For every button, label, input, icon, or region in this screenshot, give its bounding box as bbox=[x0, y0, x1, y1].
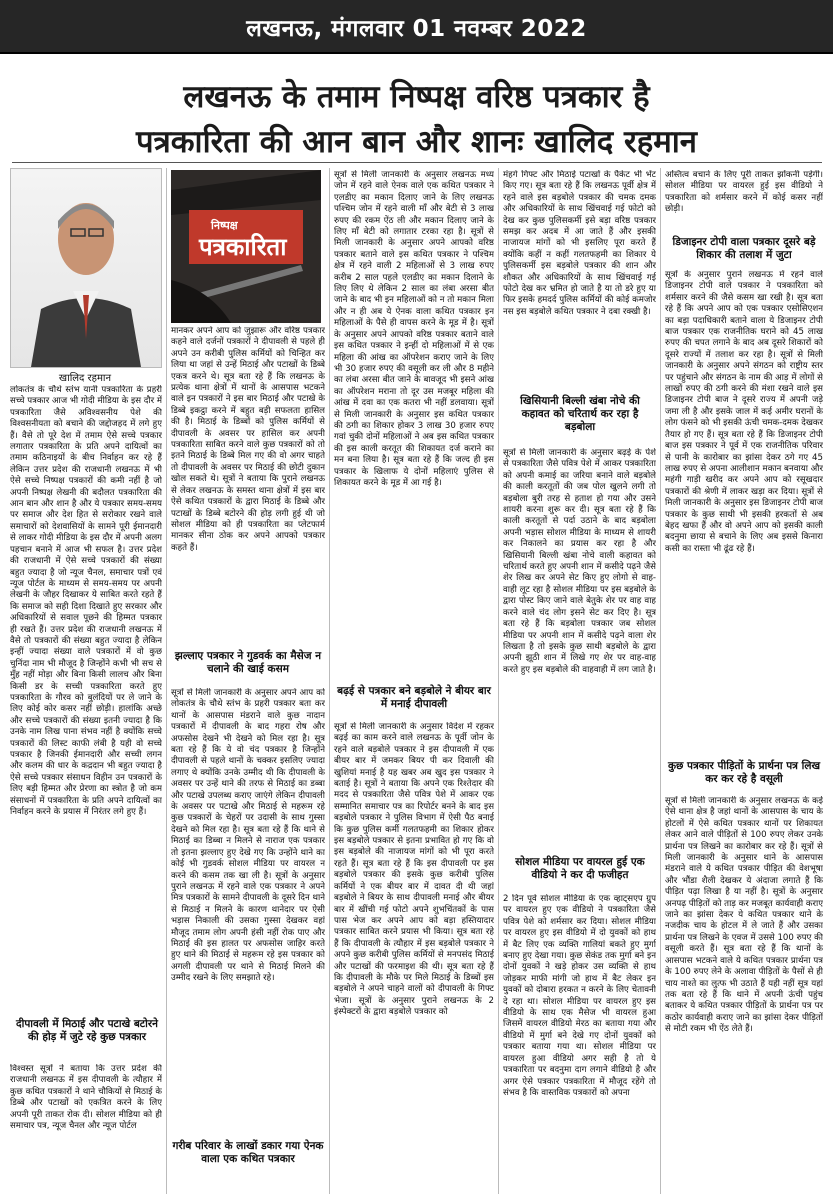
article-column-4c: 2 दिन पूर्व सोशल मीडिया के एक व्हाट्सएप ग्रुप पर वायरल हुए एक वीडियो ने पत्रकारिता जैसे पवित्र पेशे को शर्मसार कर दिया। सोशल मीडिया पर वायरल हुए इस वीडियो में दो युवकों को हाथ में बैट लिए एक व्यक्ति गालियां बकते हुए मुर्गा बनाए हुए देखा गया। कुछ सेकंड तक मुर्गा बने इन दोनों युवकों ने खड़े होकर उस व्यक्ति से हाथ जोड़कर माफी मांगी जो हाथ में बैट लेकर इन युवकों को दोबारा हरकत न करने के लिए चेतावनी दे रहा था। सोशल मीडिया पर वायरल हुए इस वीडियो के साथ एक मैसेज भी वायरल हुआ जिसमें वायरल वीडियो मेरठ का बताया गया और वीडियो में मुर्गा बने देखे गए दोनों युवकों को पत्रकार बताया गया था। सोशल मीडिया पर वायरल हुआ वीडियो अगर सही है तो ये पत्रकारिता पर बदनुमा दाग लगाने वीडियो है और अगर ऐसे पत्रकार पत्रकारिता में मौजूद रहेंगे तो संभव है कि वास्तविक पत्रकारों को अपना bbox=[503, 894, 656, 1098]
article-column-2b: सूत्रों से मिली जानकारी के अनुसार अपने आप को लोकतंत्र के चौथे स्तंभ के प्रहरी पत्रकार बता कर थानों के आसपास मंडराने वाले कुछ नादान पत्रकारों में दीपावली के बाद गहरा रोष और अफसोस देखने भी देखने को मिल रहा है। सूत्र बता रहे हैं कि ये वो चंद पत्रकार है जिन्होंने दीपावली से पहले थानों के चक्कर इसलिए ज्यादा लगाए थे क्योंकि उनके उम्मीद थी कि दीपावली के अवसर पर उन्हें थाने की तरफ से मिठाई का डब्बा और पटाखे उपलब्ध कराए जाएंगे लेकिन दीपावली के अवसर पर पटाखे और मिठाई से महरूम रहे कुछ पत्रकारों के चेहरों पर उदासी के साथ गुस्सा देखने को मिल रहा है। सूत्र बता रहे हैं कि थाने से मिठाई का डिब्बा न मिलने से नाराज एक पत्रकार तो इतना झल्लाए हुए देखे गए कि उन्होंने थाने का कोई भी गुडवर्क सोशल मीडिया पर वायरल न करने की कसम तक खा ली है। सूत्रों के अनुसार पुराने लखनऊ में रहने वाले एक पत्रकार ने अपने मित्र पत्रकारों के सामने दीपावली के दूसरे दिन थाने से मिठाई न मिलने के कारण थानेदार पर ऐसी भड़ास निकाली की उसका गुस्सा देखकर वहां मौजूद तमाम लोग अपनी हंसी नहीं रोक पाए और मिठाई की इस हालत पर अफसोस जाहिर करते हुए थाने की मिठाई से महरूम रहे इस पत्रकार को अगली दीपावली पर थाने से मिठाई मिलने की उम्मीद रखने के लिए समझाते रहे। bbox=[171, 688, 325, 984]
portrait-photo bbox=[10, 168, 162, 368]
article-column-4b: सूत्रों से मिली जानकारी के अनुसार बढ़ई के पेशे से पत्रकारिता जैसे पवित्र पेशे में आकर पत्रकारिता को अपनी कमाई का जरिया बनाने वाले बड़बोले की काली करतूतों की जब पोल खुलने लगी तो बड़बोला बुरी तरह से हताश हो गया और उसने शायरी करना शुरू कर दी। सूत्र बता रहे हैं कि काली करतूतों से पर्दा उठाने के बाद बड़बोला अपनी भड़ास सोशल मीडिया के माध्यम से शायरी कर निकालने का प्रयास कर रहा है और खिसियानी बिल्ली खंबा नोचे वाली कहावत को चरितार्थ करते हुए अपनी शान में कसीदे पढ़ने जैसे शेर लिख कर अपने सेट किए हुए लोगो से वाह-वाही लूट रहा है सोशल मीडिया पर इस बड़बोले के द्वारा पोस्ट किए जाने वाले बेतुके शेर पर वाह वाह करने वाले चंद लोग इसने सेट कर दिए है। सूत्र बता रहे हैं कि बड़बोला पत्रकार जब सोशल मीडिया पर अपनी शान में कसीदे पढ़ने वाला शेर लिखता है तो इसके कुछ साथी बड़बोले के द्वारा अपनी झूठी शान में लिखे गए शेर पर वाह-वाह करते हुए इस बड़बोले की वाहवाही में लग जाते है। bbox=[503, 448, 656, 675]
headline-line-1: लखनऊ के तमाम निष्पक्ष वरिष्ठ पत्रकार है bbox=[183, 79, 650, 115]
headline-rule bbox=[12, 162, 822, 163]
subheading-beer-bar: बढ़ई से पत्रकार बने बड़बोले ने बीयर बार में मनाई दीपावली bbox=[337, 685, 491, 710]
photo-caption: खालिद रहमान bbox=[58, 373, 112, 384]
article-column-5b: सूत्रों के अनुसार पुराने लखनऊ में रहने वाले डिजाइनर टोपी वाले पत्रकार ने पत्रकारिता को शर्मसार करने की जैसे कसम खा रखी है। सूत्र बता रहे हैं कि अपने आप को एक पत्रकार एसोसिएशन का बड़ा पदाधिकारी बताने वाला ये डिजाइनर टोपी बाज पत्रकार एक राजनीतिक घराने को 45 लाख रुपए की चपत लगाने के बाद अब दूसरे शिकारों को दूसरे राज्यों में तलाश कर रहा है। सूत्रों से मिली जानकारी के अनुसार अपने संगठन को राष्ट्रीय स्तर पर पहुंचाने और संगठन के नाम की आड़ में लोगों से लाखों रुपए की ठगी करने की मंशा रखने वाले इस डिजाइनर टोपी बाज ने दूसरे राज्य में अपनी जड़े जमा ली है और इसके जाल में कई अमीर घरानों के लोग फंसने को भी इसकी ऊंची चमक-दमक देखकर तैयार हो गए हैं। सूत्र बता रहे हैं कि डिजाइनर टोपी बाज इस पत्रकार ने पूर्व में एक राजनीतिक परिवार से पानी के कारोबार का झांसा देकर ठगे गए 45 लाख रुपए से अपना आलीशान मकान बनवाया और महंगी गाड़ी खरीद कर अपने आप को रसूखदार पत्रकारों की श्रेणी में लाकर खड़ा कर दिया। सूत्रों से मिली जानकारी के अनुसार इस डिजाइनर टोपी बाज पत्रकार के कुछ साथी भी इसकी हरकतों से अब बेहद खफा हैं और वो अपने आप को इसकी काली बदनुमा छाया से बचाने के लिए अब इससे किनारा कसी का रास्ता भी ढूंढ रहे हैं। bbox=[665, 270, 823, 554]
subheading-goodwork-vow: झल्लाए पत्रकार ने गुडवर्क का मैसेज न चलाने की खाई कसम bbox=[174, 650, 322, 675]
subheading-poor-family: गरीब परिवार के लाखों डकार गया ऐनक वाला एक कथित पत्रकार bbox=[172, 1140, 324, 1165]
article-column-4: मंहगे गिफ्ट और मिठाई पटाखों के पैकेट भी भेंट किए गए। सूत्र बता रहे हैं कि लखनऊ पूर्वी क्षेत्र में रहने वाले इस बड़बोले पत्रकार की चमक दमक और अधिकारियों के साथ खिंचवाई गई फोटो को देख कर कुछ पुलिसकर्मी इसे बड़ा वरिष्ठ पत्रकार समझ कर अदब में आ जाते हैं और इसकी नाजायज मांगों को भी इसलिए पूरा करते हैं क्योंकि कहीं न कहीं गलतफहमी का शिकार ये पुलिसकर्मी इस बड़बोले पत्रकार की शान और शौकत और अधिकारियों के साथ खिंचवाई गई फोटो देख कर भ्रमित हो जाते है या तो डरे हुए या फिर इसके हमदर्द पुलिस कर्मियों की कोई कमजोर नस इस बड़बोले कथित पत्रकार ने दबा रक्खी है। bbox=[503, 170, 656, 317]
column-divider bbox=[498, 168, 499, 1194]
masthead-date: लखनऊ, मंगलवार 01 नवम्बर 2022 bbox=[246, 16, 587, 42]
article-column-1: लोकतंत्र के चौथे स्तंभ यानी पत्रकारिता के प्रहरी सच्चे पत्रकार आज भी गोदी मीडिया के इस दौर में पत्रकारिता जैसे अविश्वसनीय पेशे की विश्वसनीयता को बचाने की जद्दोजहद में लगे हुए हैं। वैसे तो पूरे देश में तमाम ऐसे सच्चे पत्रकार लगातार पत्रकारिता के प्रति अपने दायित्वों का तमाम कठिनाइयों के बीच निर्वाहन कर रहे हैं लेकिन उत्तर प्रदेश की राजधानी लखनऊ में भी ऐसे सच्चे निष्पक्ष पत्रकारों की कमी नहीं है जो अपनी निष्पक्ष लेखनी की बदौलत पत्रकारिता की आन बान और शान है और ये पत्रकार समय-समय पर समाज और देश हित से सरोकार रखने वाले समाचारों को देशवासियों के सामने पूरी ईमानदारी से लाकर गोदी मीडिया के इस दौर में अपनी अलग पहचान बनाने में आज भी सफल है। उत्तर प्रदेश की राजधानी में ऐसे सच्चे पत्रकारों की संख्या बहुत ज्यादा है जो न्यूज चैनल, समाचार पत्रों एवं न्यूज पोर्टल के माध्यम से समय-समय पर अपनी लेखनी के जौहर दिखाकर ये साबित करते रहते हैं कि समाज को सही दिशा दिखाते हुए सरकार और अधिकारियों से सवाल पूछने की हिम्मत पत्रकार ही रखते हैं। उत्तर प्रदेश की राजधानी लखनऊ में वैसे तो पत्रकारों की संख्या बहुत ज्यादा है लेकिन इन्हीं ज्यादा संख्या वाले पत्रकारों में वो कुछ चुनिंदा नाम भी मौजूद है जिन्होंने कभी भी सच से मुँह नहीं मोड़ा और बिना किसी लालच और बिना किसी डर के सच्ची पत्रकारिता करते हुए पत्रकारिता के गौरव को बुलंदियों पर ले जाने के लिए कोई कोर कसर नहीं छोड़ी। हालांकि अच्छे और सच्चे पत्रकारों की संख्या इतनी ज्यादा है कि उनके नाम लिख पाना संभव नहीं है क्योंकि सच्चे पत्रकारों की लिस्ट काफी लंबी है यही वो सच्चे पत्रकार है जिनकी ईमानदारी और सच्ची लगन और कलम की धार के कद्रदान भी बहुत ज्यादा है ऐसे सच्चे पत्रकार संसाधन विहीन उन पत्रकारों के लिए बड़ी हिम्मत और प्रेरणा का स्त्रोत है जो कम संसाधनों में पत्रकारिता के प्रति अपने दायित्वों का निर्वाहन करने के प्रयास में निरंतर लगे हुए हैं। bbox=[10, 385, 162, 818]
article-column-5: अस्तित्व बचाने के लिए पूरी ताकत झोंकनी पड़ेगी। सोशल मीडिया पर वायरल हुई इस वीडियो ने पत्रकारिता को शर्मसार करने में कोई कसर नहीं छोड़ी। bbox=[665, 170, 823, 215]
column-divider bbox=[166, 168, 167, 1194]
headline-line-2: पत्रकारिता की आन बान और शानः खालिद रहमान bbox=[136, 124, 697, 160]
poster-title: पत्रकारिता bbox=[199, 233, 287, 261]
subheading-viral-video: सोशल मीडिया पर वायरल हुई एक वीडियो ने कर दी फजीहत bbox=[515, 856, 645, 881]
subheading-khisiyani-billi: खिसियानी बिल्ली खंबा नोचे की कहावत को चरितार्थ कर रहा है बड़बोला bbox=[520, 395, 640, 433]
masthead-banner bbox=[0, 0, 833, 54]
article-column-1b: विश्वस्त सूत्रों ने बताया कि उत्तर प्रदेश की राजधानी लखनऊ में इस दीपावली के त्यौहार में कुछ कथित पत्रकारों ने थाने चौकियों से मिठाई के डिब्बे और पटाखों को एकत्रित करने के लिए अपनी पूरी ताकत रोक दी। सोशल मीडिया को ही समाचार पत्र, न्यूज चैनल और न्यूज पोर्टल bbox=[10, 1064, 162, 1132]
column-divider bbox=[329, 168, 330, 1194]
article-column-3: सूत्रों से मिली जानकारी के अनुसार लखनऊ मध्य जोन में रहने वाले ऐनक वाले एक कथित पत्रकार ने एलडीए का मकान दिलाए जाने के लिए लखनऊ पश्चिम जोन में रहने वाली माँ और बेटी से 3 लाख रुपए की रकम ऐंठ ली और मकान दिलाए जाने के लिए माँ बेटी को लगातार टरका रहा है। सूत्रों से मिली जानकारी के अनुसार अपने आपको वरिष्ठ पत्रकार बताने वाले इस कथित पत्रकार ने पश्चिम क्षेत्र में रहने वाली 2 महिलाओं से 3 लाख रुपए करीब 2 साल पहले एलडीए का मकान दिलाने के लिए लिए थे लेकिन 2 साल का लंबा अरसा बीत जाने के बाद भी इन महिलाओं को न तो मकान मिला और न ही अब ये ऐनक वाला कथित पत्रकार इन महिलाओं के पैसे ही वापस करने के मूड में है। सूत्रों के अनुसार अपने आपको वरिष्ठ पत्रकार बताने वाले इस कथित पत्रकार ने इन्हीं दो महिलाओं में से एक महिला की आंख का ऑपरेशन कराए जाने के लिए भी 30 हजार रुपए की वसूली कर ली और 8 महीने का लंबा अरसा बीत जाने के बावजूद भी इसने आंख का ऑपरेशन मराना तो दूर उस मजबूर महिला की आंख में दवा का एक कतरा भी नहीं डलवाया। सूत्रों से मिली जानकारी के अनुसार इस कथित पत्रकार की ठगी का शिकार होकर 3 लाख 30 हजार रुपए गवां चुकी दोनों महिलाओं ने अब इस कथित पत्रकार की इस काली करतूत की शिकायत दर्ज कराने का मन बना लिया है। सूत्र बता रहे हैं कि जल्द ही इस पत्रकार के खिलाफ ये दोनों महिलाएं पुलिस से शिकायत करने के मूड में आ गई है। bbox=[334, 170, 494, 488]
portrait-figure-icon bbox=[11, 169, 161, 367]
article-column-3b: सूत्रों से मिली जानकारी के अनुसार विदेश में रहकर बढ़ई का काम करने वाले लखनऊ के पूर्वी जोन के रहने वाले बड़बोले पत्रकार ने इस दीपावली में एक बीयर बार में जमकर बियर पी कर दिवाली की खुशियां मनाई है यह खबर अब खुद इस पत्रकार ने बताई है। सूत्रों ने बताया कि अपने एक रिश्तेदार की मदद से पत्रकारिता जैसे पवित्र पेशे में आकर एक सम्मानित समाचार पत्र का रिपोर्टर बनने के बाद इस बड़बोले पत्रकार ने पुलिस विभाग में ऐसी पैठ बनाई कि कुछ पुलिस कर्मी गलतफहमी का शिकार होकर इस बड़बोले पत्रकार से इतना प्रभावित हो गए कि वो इस बड़बोले की नाजायज मांगों को भी पूरा करते रहते हैं। सूत्र बता रहे हैं कि इस दीपावली पर इस बड़बोले पत्रकार की इसके कुछ करीबी पुलिस कर्मियों ने एक बीयर बार में दावत दी थी जहां बड़बोले ने बियर के साथ दीपावली मनाई और बीयर बार में खींची गई फोटो अपने शुभचिंतकों के पास पास भेज कर अपने आप को बड़ा हस्तियादार पत्रकार साबित करने प्रयास भी किया। सूत्र बता रहे हैं कि दीपावली के त्यौहार में इस बड़बोले पत्रकार ने अपने कुछ करीबी पुलिस कर्मियों से मनपसंद मिठाई और पटाखों की फरमाइश की थी। सूत्र बता रहे हैं कि दीपावली के मौके पर मिले मिठाई के डिब्बों इस बड़बोले ने अपने चाहने वालों को दीपावली के गिफ्ट भेजा। सूत्रों के अनुसार पुराने लखनऊ के 2 इंस्पेक्टरों के द्वारा बड़बोले पत्रकार को bbox=[334, 722, 494, 1018]
column-divider bbox=[660, 168, 661, 1194]
article-column-5c: सूत्रों से मिली जानकारी के अनुसार लखनऊ के कई ऐसे थाना क्षेत्र है जहां थानों के आसपास के चाय के होटलों में ऐसे कथित पत्रकार थानों पर शिकायत लेकर आने वाले पीड़ितों से 100 रुपए लेकर उनके प्रार्थना पत्र लिखने का कारोबार कर रहे हैं। सूत्रों से मिली जानकारी के अनुसार थाने के आसपास मंडराने वाले ये कथित पत्रकार पीड़ित की वेशभूषा और भौंडा शैली देखकर ये अंदाजा लगाते हैं कि पीड़ित पढ़ा लिखा है या नहीं है। सूत्रों के अनुसार अनपढ़ पीड़ितों को ताड़ कर मजबूत कार्यवाही कराए जाने का झांसा देकर ये कथित पत्रकार थाने के नजदीक चाय के होटल में ले जाते हैं और उसका प्रार्थना पत्र लिखने के एवज में उससे 100 रुपए की वसूली करते हैं। सूत्र बता रहे हैं कि थानों के आसपास भटकने वाले ये कथित पत्रकार प्रार्थना पत्र के 100 रुपए लेने के अलावा पीड़ितों के पैसों से ही चाय नाश्ते का लुत्फ भी उठाते हैं यही नहीं सूत्र यहां तक बता रहे हैं कि थाने में अपनी ऊंची पहुंच बताकर ये कथित पत्रकार पीड़ितों के प्रार्थना पत्र पर कठोर कार्यवाही कराए जाने का झांसा देकर पीड़ितों से मोटी रकम भी ऐंठ लेते हैं। bbox=[665, 796, 823, 1035]
subheading-sweets-crackers: दीपावली में मिठाई और पटाखे बटोरने की होड़ में जुटे रहे कुछ पत्रकार bbox=[16, 1018, 158, 1043]
poster-image bbox=[171, 170, 321, 323]
subheading-application-extortion: कुछ पत्रकार पीड़ितों के प्रार्थना पत्र लिख कर कर रहे है वसूली bbox=[667, 760, 821, 785]
article-column-2: मानकर अपने आप को जुझारू और वरिष्ठ पत्रकार कहने वाले दर्जनों पत्रकारों ने दीपावली से पहले ही अपने उन करीबी पुलिस कर्मियों को चिन्हित कर लिया था जहां से उन्हें मिठाई और पटाखों के डिब्बे एकत्र करने थे। सूत्र बता रहे हैं कि लखनऊ के प्रत्येक थाना क्षेत्रों में थानों के आसपास भटकने वाले इन पत्रकारों ने इस बार मिठाई और पटाखे के डिब्बे इकट्ठा करने में बहुत बड़ी सफलता हासिल की है। मिठाई के डिब्बों को पुलिस कर्मियों से दीपावली के अवसर पर हासिल कर अपनी पत्रकारिता साबित करने वाले कुछ पत्रकारों को तो इतने मिठाई के डिब्बे मिल गए की वो अगर चाहते तो दीपावली के अवसर पर मिठाई की छोटी दुकान खोल सकते थे। सूत्रों ने बताया कि पुराने लखनऊ से लेकर लखनऊ के समस्त थाना क्षेत्रों में इस बार ऐसे कथित पत्रकारों के द्वारा मिठाई के डिब्बे और पटाखों के डिब्बे बटोरने की होड़ लगी हुई थी जो सोशल मीडिया को ही पत्रकारिता का प्लेटफार्म मानकर सीना ठोक कर अपने आपको पत्रकार कहते हैं। bbox=[171, 326, 325, 553]
poster-subtitle: निष्पक्ष bbox=[211, 219, 238, 232]
subheading-designer-topi: डिजाइनर टोपी वाला पत्रकार दूसरे बड़े शिकार की तलाश में जुटा bbox=[672, 236, 816, 261]
